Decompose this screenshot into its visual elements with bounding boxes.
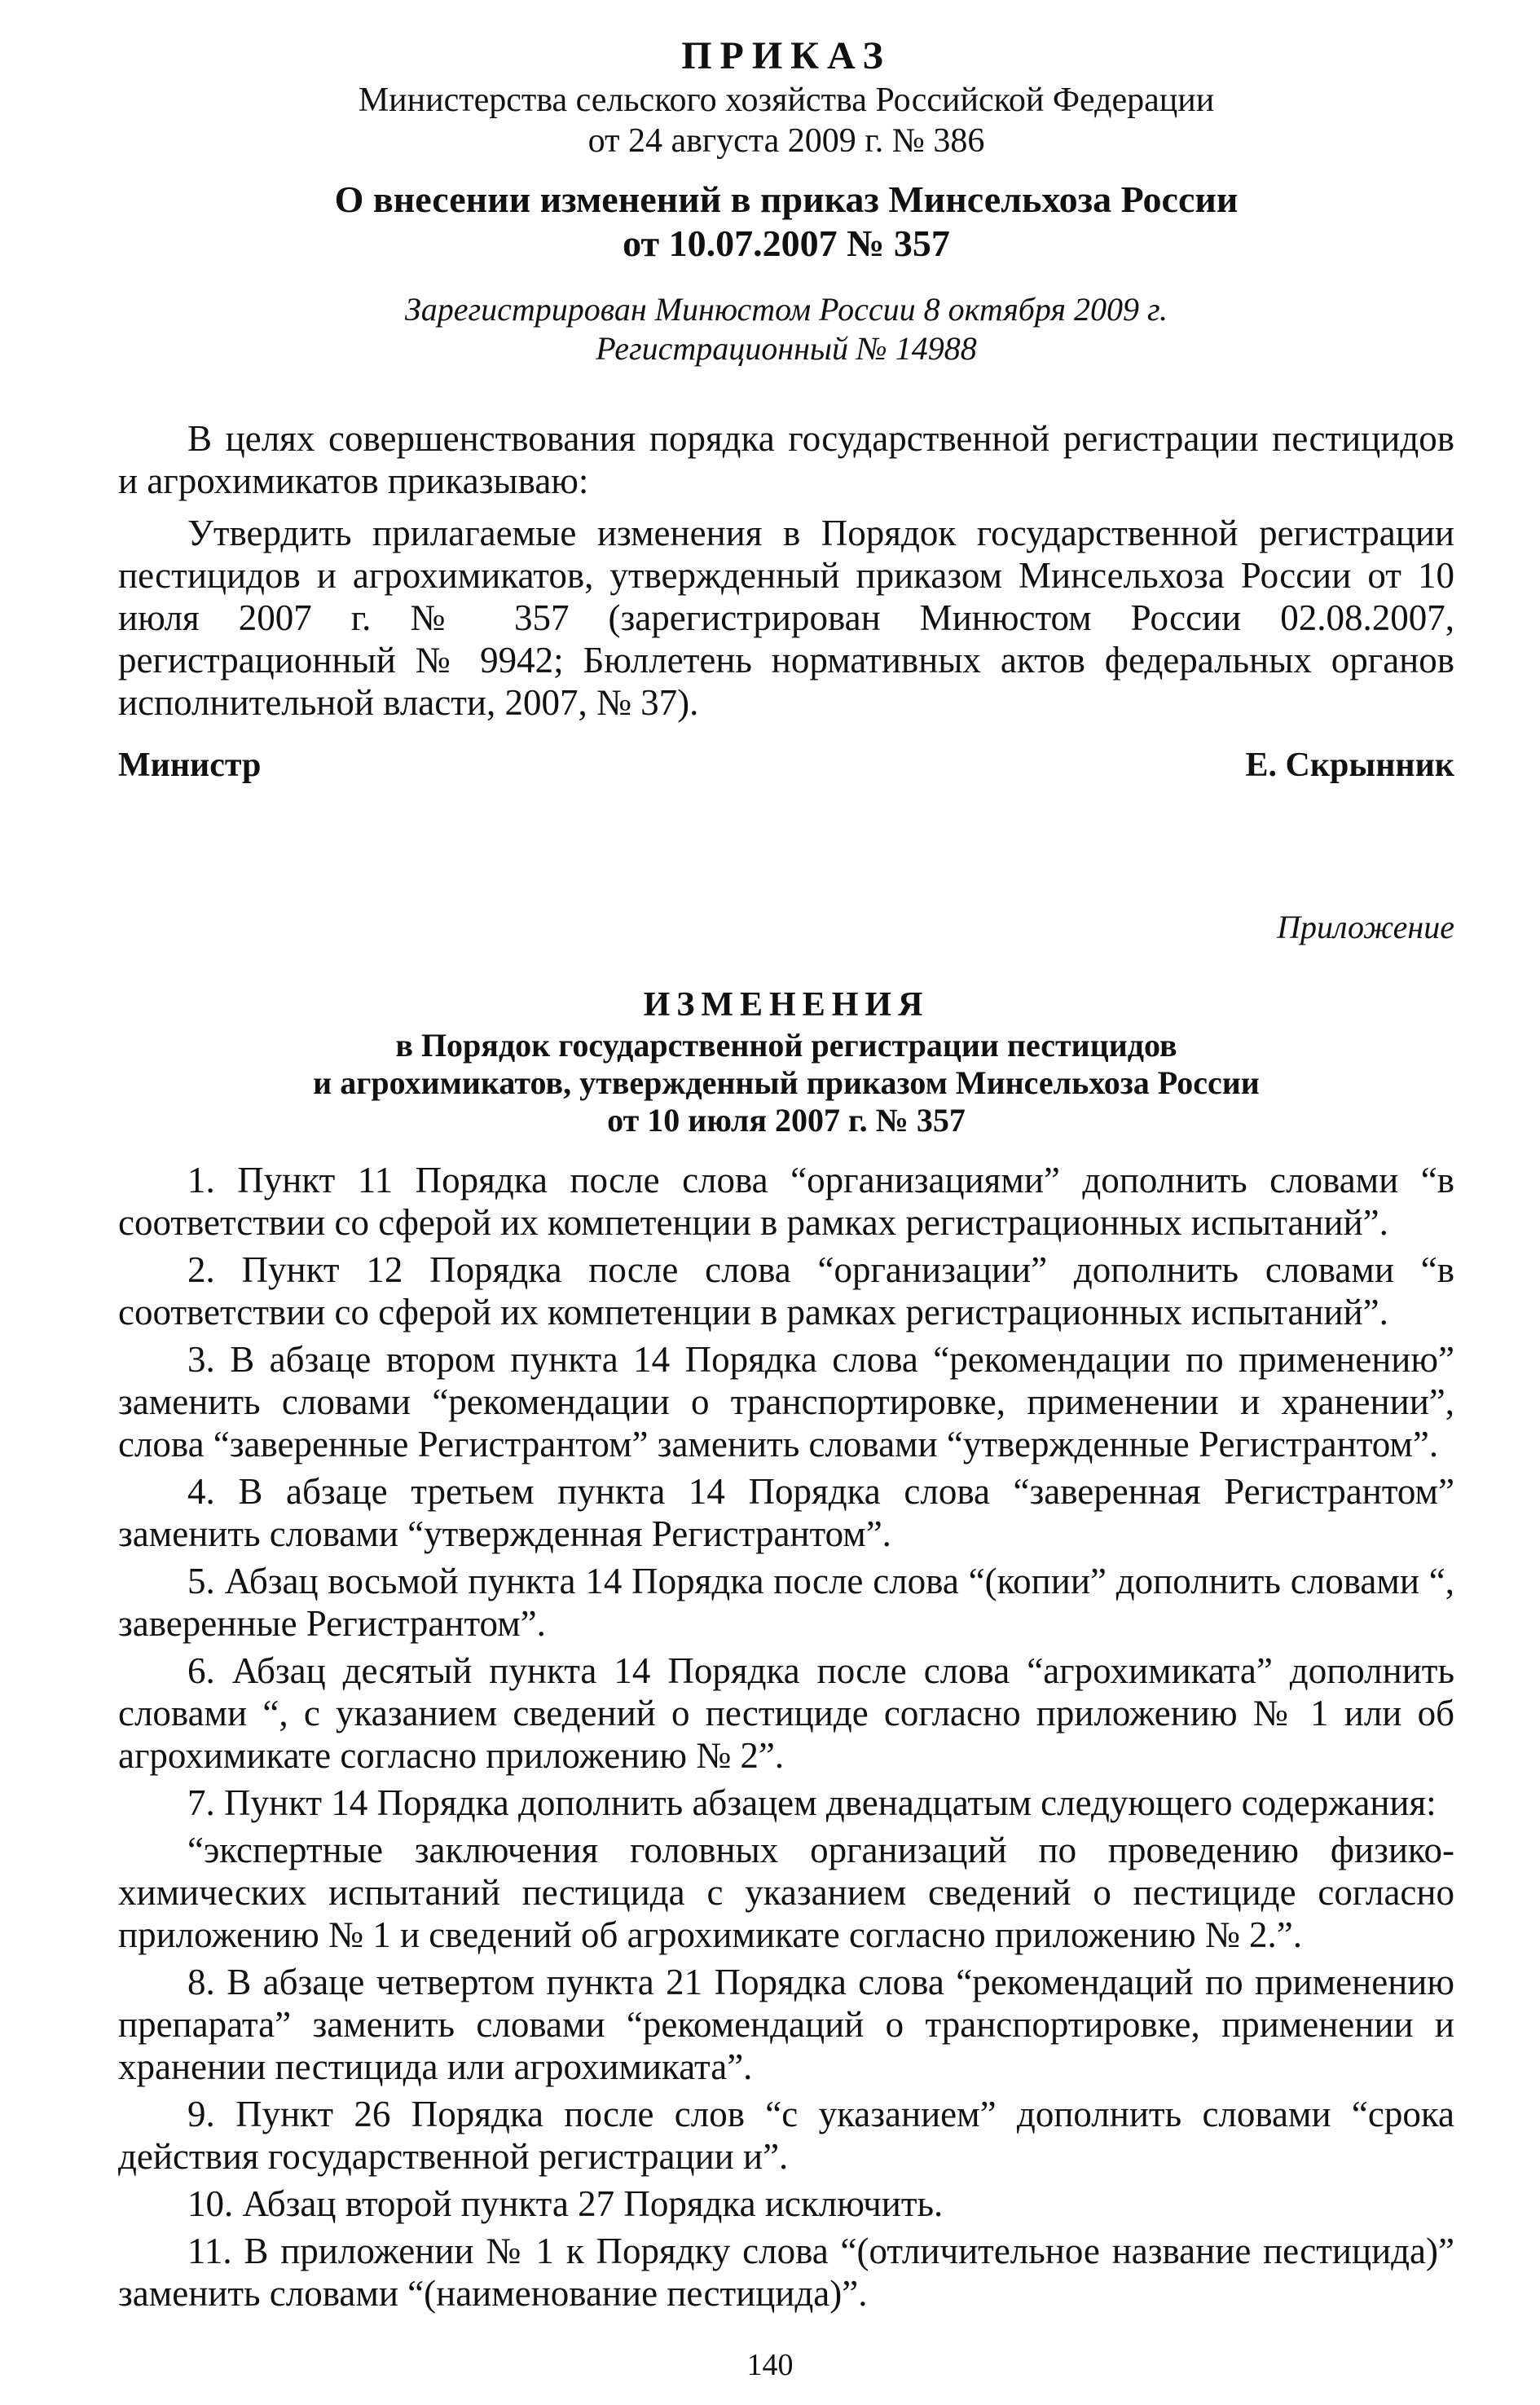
change-item: 4. В абзаце третьем пункта 14 Порядка слова “заверенная Регистрантом” заменить словами “утвержденная Регистрантом”. — [118, 1471, 1454, 1554]
appendix-label: Приложение — [1277, 909, 1454, 945]
change-item: 9. Пункт 26 Порядка после слов “с указанием” дополнить словами “срока действия государственной регистрации и”. — [118, 2094, 1454, 2177]
change-item: 10. Абзац второй пункта 27 Порядка исключить. — [187, 2183, 944, 2224]
document-page — [118, 33, 1454, 2319]
change-item: 6. Абзац десятый пункта 14 Порядка после слова “агрохимиката” дополнить словами “, с указанием сведений о пестициде согласно приложению № 1 или об агрохимикате согласно приложению № 2”. — [118, 1650, 1454, 1776]
document-title: ПРИКАЗ — [681, 34, 891, 77]
page-number: 140 — [746, 2348, 794, 2382]
signatory-name: Е. Скрынник — [1245, 747, 1454, 784]
order-date-number: от 24 августа 2009 г. № 386 — [587, 122, 985, 160]
appendix-subtitle-line-1: в Порядок государственной регистрации пестицидов — [395, 1027, 1177, 1064]
order-subject-line-1: О внесении изменений в приказ Минсельхоза России — [334, 178, 1239, 220]
registration-line-2: Регистрационный № 14988 — [596, 330, 977, 367]
appendix-subtitle-line-3: от 10 июля 2007 г. № 357 — [607, 1102, 966, 1139]
change-item: 11. В приложении № 1 к Порядку слова “(отличительное название пестицида)” заменить словами “(наименование пестицида)”. — [118, 2231, 1454, 2314]
issuer-line: Министерства сельского хозяйства Российской Федерации — [358, 81, 1215, 119]
changes-list — [118, 1159, 1454, 2315]
change-item-7-quote: “экспертные заключения головных организаций по проведению физико-химических испытаний пестицида с указанием сведений о пестициде согласно приложению № 1 и сведений об агрохимикате согласно приложению № 2.”. — [118, 1830, 1454, 1955]
change-item: 5. Абзац восьмой пункта 14 Порядка после слова “(копии” дополнить словами “, заверенные Регистрантом”. — [118, 1561, 1454, 1644]
order-subject — [118, 178, 1454, 266]
appendix-title: ИЗМЕНЕНИЯ — [643, 986, 930, 1024]
decree-paragraph: Утвердить прилагаемые изменения в Порядок государственной регистрации пестицидов и агрохимикатов, утвержденный приказом Минсельхоза России от 10 июля 2007 г. № 357 (зарегистрирован Минюстом России 02.08.2007, регистрационный № 9942; Бюллетень нормативных актов федеральных органов исполнительной власти, 2007, № 37). — [118, 513, 1454, 723]
appendix-subtitle-line-2: и агрохимикатов, утвержденный приказом Минсельхоза России — [313, 1064, 1260, 1101]
order-body — [118, 417, 1454, 724]
change-item: 1. Пункт 11 Порядка после слова “организациями” дополнить словами “в соответствии со сферой их компетенции в рамках регистрационных испытаний”. — [118, 1160, 1454, 1243]
signature-block — [118, 745, 1454, 786]
change-item: 8. В абзаце четвертом пункта 21 Порядка слова “рекомендаций по применению препарата” заменить словами “рекомендаций о транспортировке, применении и хранении пестицида или агрохимиката”. — [118, 1962, 1454, 2087]
change-item: 7. Пункт 14 Порядка дополнить абзацем двенадцатым следующего содержания: — [187, 1782, 1437, 1823]
appendix-subtitle — [118, 1027, 1454, 1139]
change-item: 2. Пункт 12 Порядка после слова “организации” дополнить словами “в соответствии со сферой их компетенции в рамках регистрационных испытаний”. — [118, 1249, 1454, 1332]
change-item: 3. В абзаце втором пункта 14 Порядка слова “рекомендации по применению” заменить словами “рекомендации о транспортировке, применении и хранении”, слова “заверенные Регистрантом” заменить словами “утвержденные Регистрантом”. — [118, 1339, 1454, 1465]
registration-note — [118, 290, 1454, 368]
registration-line-1: Зарегистрирован Минюстом России 8 октября 2009 г. — [404, 291, 1168, 328]
order-subject-line-2: от 10.07.2007 № 357 — [623, 222, 950, 264]
signatory-position: Министр — [118, 747, 262, 784]
intro-paragraph: В целях совершенствования порядка государственной регистрации пестицидов и агрохимикатов приказываю: — [118, 418, 1454, 501]
